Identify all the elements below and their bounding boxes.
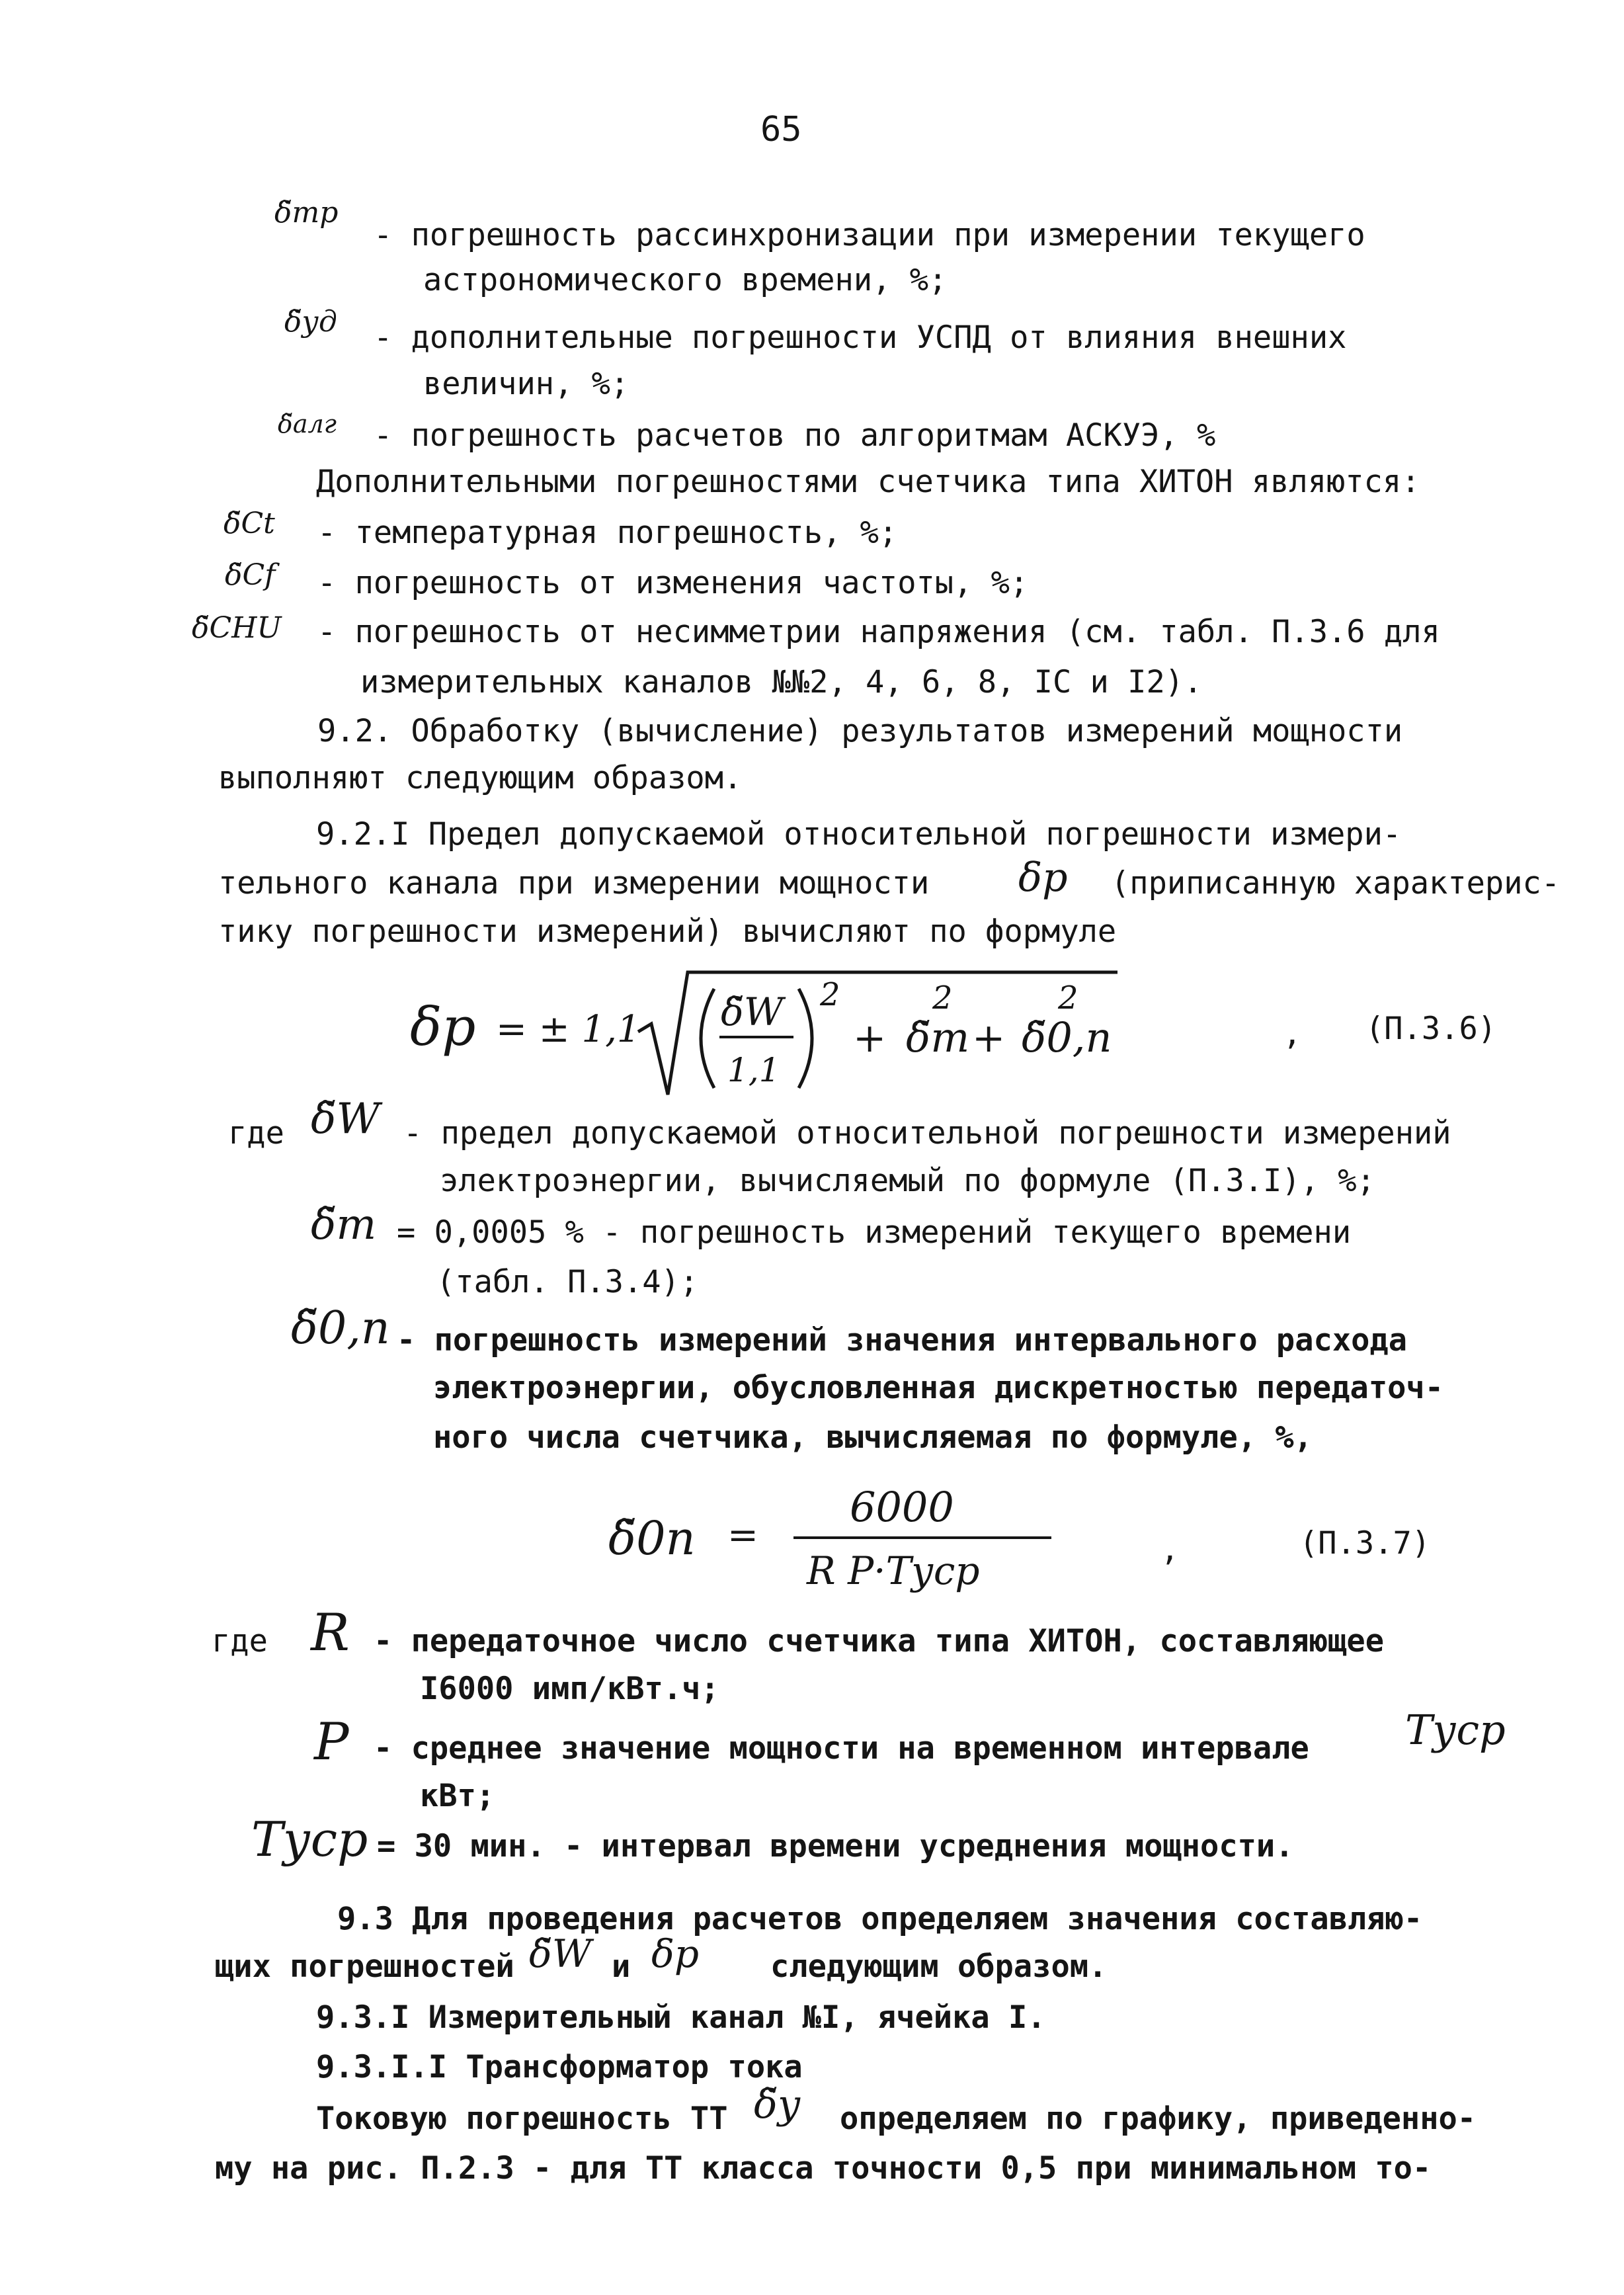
- para-9-2-1-line2b: (приписанную характерис-: [1111, 865, 1561, 901]
- formula1-eq: = ± 1,1: [496, 1008, 641, 1051]
- formula1-square-1: 2: [820, 976, 840, 1013]
- def-line-5: - погрешность расчетов по алгоритмам АСКУЭ, %: [374, 417, 1216, 454]
- symbol-delta-w-inline: δ̃W: [529, 1931, 592, 1976]
- def-line-18: = 0,0005 % - погрешность измерений текущего времени: [397, 1214, 1352, 1251]
- formula2-den: R P·Tуср: [807, 1548, 980, 1593]
- symbol-delta-p-inline-2: δр: [651, 1931, 700, 1976]
- formula1-plus-2: +: [972, 1015, 1006, 1062]
- symbol-R: R: [311, 1603, 350, 1663]
- def-line-20: - погрешность измерений значения интервального расхода: [397, 1322, 1408, 1358]
- symbol-delta-ct: δ̃Ct: [223, 507, 275, 540]
- def-line-2: астрономического времени, %;: [423, 262, 948, 298]
- formula1-left-paren: [701, 989, 714, 1088]
- para-9-2-1-line3: тику погрешности измерений) вычисляют по формуле: [218, 913, 1117, 950]
- def-line-3: - дополнительные погрешности УСПД от влияния внешних: [374, 319, 1347, 356]
- para-9-3: 9.3 Для проведения расчетов определяем значения составляю-: [337, 1901, 1423, 1937]
- formula1-frac-den: 1,1: [727, 1051, 780, 1089]
- para-9-2-cont: выполняют следующим образом.: [218, 760, 743, 796]
- symbol-delta-p-inline: δр: [1018, 855, 1068, 901]
- symbol-delta-ud: δ̃уд: [284, 305, 337, 339]
- formula1-plus-1: +: [853, 1015, 887, 1062]
- symbol-delta-y: δ̃у: [754, 2081, 801, 2128]
- symbol-T-ycp-inline: Tуср: [1405, 1706, 1506, 1754]
- def-line-4: величин, %;: [423, 366, 629, 402]
- para-9-2: 9.2. Обработку (вычисление) результатов измерений мощности: [317, 713, 1403, 749]
- formula2-label: (П.3.7): [1299, 1525, 1431, 1562]
- para-current-error-b: определяем по графику, приведенно-: [840, 2101, 1477, 2137]
- formula1-frac-num: δ̃W: [721, 989, 784, 1034]
- para-current-error-line2: му на рис. П.2.3 - для ТТ класса точности 0,5 при минимальном то-: [215, 2150, 1432, 2187]
- para-9-3-1: 9.3.I Измерительный канал №I, ячейка I.: [316, 1999, 1046, 2036]
- formula1-lhs: δр: [410, 996, 476, 1058]
- def-line-19: (табл. П.3.4);: [436, 1264, 699, 1300]
- symbol-delta-alg: δ̃алг: [278, 409, 337, 438]
- formula1-label: (П.3.6): [1365, 1011, 1497, 1047]
- formula2-eq: =: [727, 1514, 758, 1557]
- def-line-9: - погрешность от несимметрии напряжения (см. табл. П.3.6 для: [317, 614, 1440, 650]
- formula-p3-7: [595, 1475, 1071, 1607]
- formula1-square-3: 2: [1058, 980, 1078, 1017]
- page-number: 65: [760, 110, 802, 149]
- def-line-27: = 30 мин. - интервал времени усреднения мощности.: [377, 1828, 1294, 1864]
- def-line-23: - передаточное число счетчика типа ХИТОН, составляющее: [374, 1623, 1385, 1659]
- para-9-3-line2b: и: [612, 1948, 631, 1985]
- def-line-8: - погрешность от изменения частоты, %;: [317, 565, 1029, 601]
- formula1-term2: δ̃т: [906, 1013, 970, 1062]
- symbol-delta-chu: δ̃CHU: [192, 611, 282, 645]
- formula2-comma: ,: [1160, 1532, 1180, 1568]
- def-line-26: кВт;: [420, 1778, 495, 1814]
- formula1-comma: ,: [1283, 1016, 1302, 1052]
- formula1-term3: δ̃0,п: [1022, 1013, 1112, 1062]
- symbol-delta-tr: δ̃тр: [274, 196, 339, 230]
- symbol-delta-t: δ̃т: [311, 1200, 377, 1249]
- where-label-1: где: [228, 1115, 284, 1151]
- def-line-24: I6000 имп/кВт.ч;: [420, 1671, 719, 1707]
- para-9-2-1: 9.2.I Предел допускаемой относительной погрешности измери-: [316, 816, 1402, 853]
- para-9-3-line2a: щих погрешностей: [215, 1948, 514, 1985]
- para-9-3-1-1: 9.3.I.I Трансформатор тока: [316, 2049, 803, 2085]
- formula2-num: 6000: [850, 1483, 954, 1531]
- para-9-2-1-line2a: тельного канала при измерении мощности: [218, 865, 930, 901]
- formula2-lhs: δ̃0п: [608, 1511, 696, 1565]
- def-line-10: измерительных каналов №№2, 4, 6, 8, IC и I2).: [360, 664, 1203, 700]
- para-9-3-line2c: следующим образом.: [770, 1948, 1108, 1985]
- para-current-error-a: Токовую погрешность ТТ: [316, 2101, 728, 2137]
- symbol-P: P: [314, 1712, 349, 1772]
- symbol-delta-0n: δ̃0,п: [291, 1302, 390, 1355]
- def-line-21: электроэнергии, обусловленная дискретностью передаточ-: [433, 1370, 1444, 1406]
- def-line-1: - погрешность рассинхронизации при измерении текущего: [374, 217, 1365, 253]
- formula1-right-paren: [799, 989, 812, 1088]
- where-label-2: где: [212, 1623, 268, 1659]
- def-line-22: ного числа счетчика, вычисляемая по формуле, %,: [433, 1419, 1313, 1456]
- symbol-T-ycp: Tуср: [251, 1812, 368, 1867]
- formula-p3-6: [403, 952, 1230, 1105]
- symbol-delta-w: δ̃W: [311, 1095, 380, 1144]
- symbol-delta-cf: δ̃Cf: [225, 558, 276, 592]
- def-line-25: - среднее значение мощности на временном интервале: [374, 1730, 1309, 1767]
- def-line-16: - предел допускаемой относительной погрешности измерений: [403, 1115, 1451, 1151]
- formula1-square-2: 2: [932, 980, 953, 1017]
- para-additional: Дополнительными погрешностями счетчика типа ХИТОН являются:: [316, 464, 1420, 500]
- def-line-7: - температурная погрешность, %;: [317, 515, 898, 551]
- def-line-17: электроэнергии, вычисляемый по формуле (П.3.I), %;: [440, 1163, 1375, 1199]
